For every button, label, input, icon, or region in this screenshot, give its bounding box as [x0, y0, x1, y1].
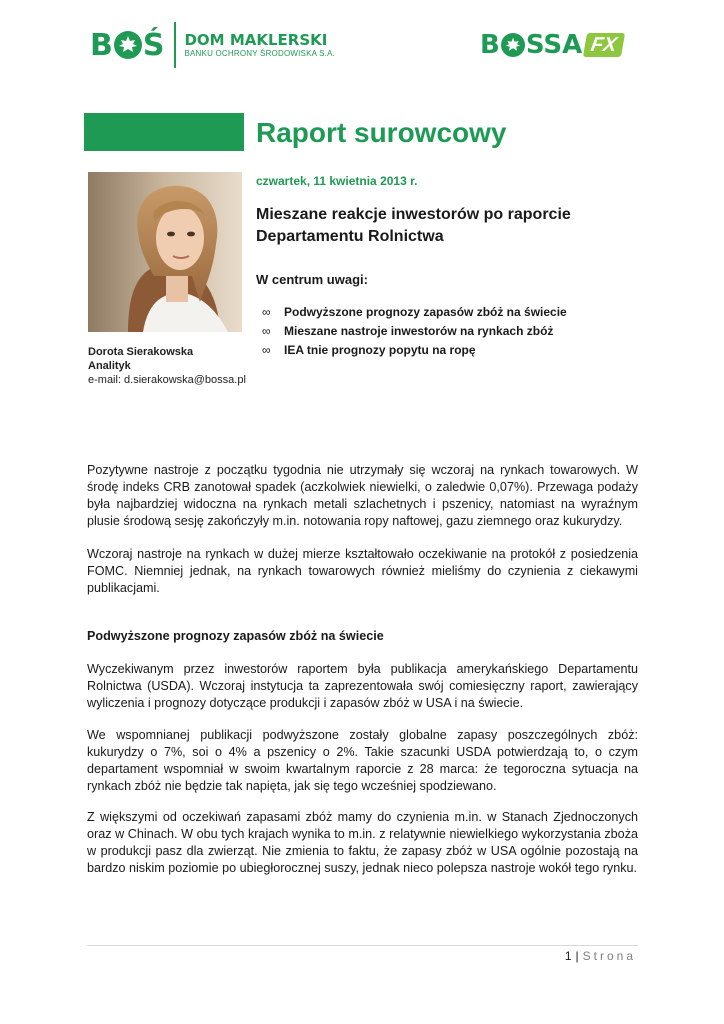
- bos-logo-letter-b: B: [90, 27, 113, 63]
- report-date: czwartek, 11 kwietnia 2013 r.: [256, 174, 418, 188]
- page-label: Strona: [582, 949, 636, 963]
- bossa-logo-letters: SSA: [525, 30, 583, 60]
- brand-subtitle: BANKU OCHRONY ŚRODOWISKA S.A.: [184, 49, 336, 58]
- list-item: [262, 321, 567, 340]
- maple-leaf-icon: [114, 31, 142, 59]
- maple-leaf-icon: [501, 33, 525, 57]
- author-name: Dorota Sierakowska: [88, 346, 194, 358]
- page-footer: [565, 948, 636, 964]
- focus-item-label: IEA tnie prognozy popytu na ropę: [284, 342, 476, 357]
- body-paragraph: We wspomnianej publikacji podwyższone zostały globalne zapasy poszczególnych zbóż: kukurydzy o 7%, soi o 4% a pszenicy o 2%. Takie szacunki USDA potwierdzają to, o czym departament wspomniał w swoim kwartalnym raporcie z 28 marca: że tegoroczna sytuacja na rynkach zbóż nie będzie tak napięta, jak się tego wcześniej spodziewano.: [87, 728, 638, 793]
- bossa-logo-letter-b: B: [480, 30, 500, 60]
- author-email[interactable]: e-mail: d.sierakowska@bossa.pl: [88, 374, 246, 386]
- brand-title: DOM MAKLERSKI: [184, 31, 328, 49]
- section-heading: Podwyższone prognozy zapasów zbóż na świecie: [87, 629, 384, 643]
- infinity-bullet-icon: ∞: [262, 304, 271, 319]
- bos-logo: [90, 22, 335, 68]
- page-number: 1: [564, 949, 572, 963]
- body-paragraph: Pozytywne nastroje z początku tygodnia nie utrzymały się wczoraj na rynkach towarowych. W środę indeks CRB zanotował spadek (aczkolwiek niewielki, o zaledwie 0,07%). Przewaga podaży była najbardziej widoczna na rynkach metali szlachetnych i pszenicy, natomiast na wyraźnym plusie środową sesję zakończyły m.in. notowania ropy naftowej, gazu ziemnego oraz kukurydzy.: [87, 463, 638, 528]
- bossa-fx-logo: [480, 30, 623, 60]
- focus-list: [262, 302, 567, 359]
- body-paragraph: Wczoraj nastroje na rynkach w dużej mierze kształtowało oczekiwanie na protokół z posiedzenia FOMC. Niemniej jednak, na rynkach towarowych również mieliśmy do czynienia z ciekawymi publikacjami.: [87, 547, 638, 595]
- logo-divider: [174, 22, 176, 68]
- focus-item-label: Podwyższone prognozy zapasów zbóż na świecie: [284, 304, 567, 319]
- report-title: Raport surowcowy: [256, 117, 507, 148]
- footer-separator: |: [575, 949, 579, 963]
- body-paragraph: Z większymi od oczekiwań zapasami zbóż mamy do czynienia m.in. w Stanach Zjednoczonych oraz w Chinach. W obu tych krajach wynika to m.in. z relatywnie niewielkiego wykorzystania zboża w produkcji pasz dla zwierząt. Nie zmienia to faktu, że zapasy zbóż w USA ogólnie pozostają na bardzo niskim poziomie po ubiegłorocznej suszy, jednak nieco polepsza nastroje wokół tego rynku.: [87, 810, 638, 875]
- report-headline: Mieszane reakcje inwestorów po raporcie Departamentu Rolnictwa: [256, 206, 571, 245]
- focus-item-label: Mieszane nastroje inwestorów na rynkach zbóż: [284, 323, 554, 338]
- author-role: Analityk: [88, 360, 131, 372]
- bos-logo-letter-s: Ś: [142, 27, 165, 63]
- footer-divider: [87, 945, 638, 946]
- title-accent-bar: [84, 113, 244, 151]
- list-item: [262, 340, 567, 359]
- focus-title: W centrum uwagi:: [256, 272, 368, 287]
- body-paragraph: Wyczekiwanym przez inwestorów raportem była publikacja amerykańskiego Departamentu Rolnictwa (USDA). Wczoraj instytucja ta zaprezentowała swój comiesięczny raport, zawierający wyliczenia i prognozy dotyczące produkcji i zapasów zbóż w USA i na świecie.: [87, 662, 638, 710]
- list-item: [262, 302, 567, 321]
- fx-badge: FX: [583, 33, 625, 57]
- infinity-bullet-icon: ∞: [262, 342, 271, 357]
- author-photo: [88, 172, 242, 332]
- infinity-bullet-icon: ∞: [262, 323, 271, 338]
